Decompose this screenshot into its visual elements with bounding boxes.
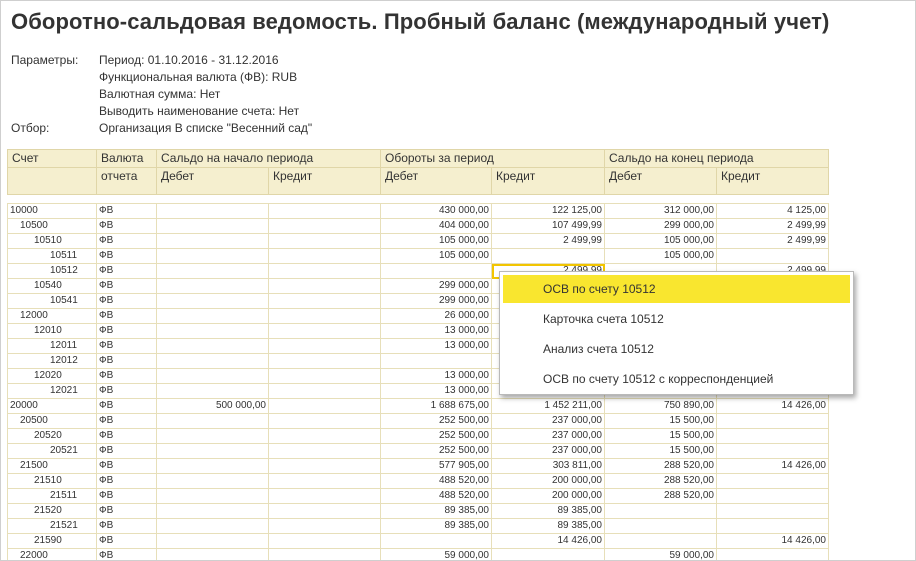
cell-closing-debit[interactable]: 288 520,00 <box>605 489 717 504</box>
cell-opening-credit[interactable] <box>269 414 381 429</box>
cell-opening-debit[interactable] <box>157 204 269 219</box>
param-value: Функциональная валюта (ФВ): RUB <box>99 70 298 84</box>
cell-account[interactable]: 10500 <box>8 219 97 234</box>
cell-closing-debit[interactable] <box>605 504 717 519</box>
menu-item-account-card[interactable]: Карточка счета 10512 <box>543 312 664 326</box>
header-opening-balance: Сальдо на начало периода <box>157 150 381 168</box>
cell-turnover-debit[interactable]: 13 000,00 <box>381 324 492 339</box>
cell-turnover-debit[interactable]: 430 000,00 <box>381 204 492 219</box>
cell-turnover-debit[interactable]: 13 000,00 <box>381 339 492 354</box>
cell-opening-debit[interactable] <box>157 219 269 234</box>
cell-opening-credit[interactable] <box>269 384 381 399</box>
cell-account[interactable]: 20521 <box>8 444 97 459</box>
cell-opening-credit[interactable] <box>269 504 381 519</box>
cell-opening-credit[interactable] <box>269 324 381 339</box>
cell-opening-debit[interactable] <box>157 324 269 339</box>
cell-opening-credit[interactable] <box>269 444 381 459</box>
cell-opening-credit[interactable] <box>269 279 381 294</box>
cell-currency[interactable]: ФВ <box>97 234 157 249</box>
param-label: Параметры: <box>11 53 79 67</box>
cell-opening-debit[interactable] <box>157 234 269 249</box>
header-turnover-credit: Кредит <box>492 168 605 195</box>
cell-opening-credit[interactable] <box>269 204 381 219</box>
cell-opening-credit[interactable] <box>269 234 381 249</box>
cell-account[interactable]: 10511 <box>8 249 97 264</box>
cell-currency[interactable]: ФВ <box>97 324 157 339</box>
cell-currency[interactable]: ФВ <box>97 534 157 549</box>
table-row[interactable] <box>8 459 829 474</box>
cell-account[interactable]: 21511 <box>8 489 97 504</box>
cell-opening-debit[interactable] <box>157 444 269 459</box>
cell-opening-debit[interactable] <box>157 339 269 354</box>
header-currency-sub: отчета <box>97 168 157 195</box>
cell-currency[interactable]: ФВ <box>97 219 157 234</box>
cell-closing-credit[interactable]: 2 499,99 <box>717 234 829 249</box>
cell-opening-credit[interactable] <box>269 534 381 549</box>
header-turnover: Обороты за период <box>381 150 605 168</box>
cell-opening-debit[interactable] <box>157 519 269 534</box>
cell-account[interactable]: 10510 <box>8 234 97 249</box>
cell-closing-debit[interactable]: 105 000,00 <box>605 234 717 249</box>
cell-turnover-credit[interactable]: 200 000,00 <box>492 489 605 504</box>
cell-account[interactable]: 10540 <box>8 279 97 294</box>
cell-account[interactable]: 21520 <box>8 504 97 519</box>
cell-closing-debit[interactable]: 15 500,00 <box>605 444 717 459</box>
cell-closing-debit[interactable]: 15 500,00 <box>605 414 717 429</box>
cell-opening-debit[interactable] <box>157 459 269 474</box>
cell-opening-credit[interactable] <box>269 429 381 444</box>
cell-turnover-debit[interactable] <box>381 534 492 549</box>
cell-account[interactable]: 20500 <box>8 414 97 429</box>
cell-closing-debit[interactable]: 288 520,00 <box>605 474 717 489</box>
cell-currency[interactable]: ФВ <box>97 459 157 474</box>
cell-opening-credit[interactable] <box>269 369 381 384</box>
table-row[interactable] <box>8 234 829 249</box>
cell-turnover-debit[interactable]: 252 500,00 <box>381 429 492 444</box>
cell-turnover-debit[interactable]: 13 000,00 <box>381 384 492 399</box>
cell-closing-credit[interactable] <box>717 444 829 459</box>
cell-turnover-debit[interactable]: 59 000,00 <box>381 549 492 561</box>
cell-turnover-debit[interactable] <box>381 354 492 369</box>
cell-currency[interactable]: ФВ <box>97 249 157 264</box>
cell-currency[interactable]: ФВ <box>97 384 157 399</box>
cell-closing-debit[interactable]: 59 000,00 <box>605 549 717 561</box>
cell-currency[interactable]: ФВ <box>97 339 157 354</box>
cell-account[interactable]: 12010 <box>8 324 97 339</box>
cell-account[interactable]: 22000 <box>8 549 97 561</box>
cell-closing-credit[interactable]: 14 426,00 <box>717 534 829 549</box>
cell-opening-debit[interactable] <box>157 294 269 309</box>
table-row[interactable] <box>8 444 829 459</box>
cell-turnover-credit[interactable]: 303 811,00 <box>492 459 605 474</box>
cell-currency[interactable]: ФВ <box>97 414 157 429</box>
cell-currency[interactable]: ФВ <box>97 549 157 561</box>
cell-currency[interactable]: ФВ <box>97 399 157 414</box>
table-row[interactable] <box>8 489 829 504</box>
cell-turnover-debit[interactable]: 89 385,00 <box>381 519 492 534</box>
cell-turnover-debit[interactable]: 105 000,00 <box>381 249 492 264</box>
cell-opening-credit[interactable] <box>269 339 381 354</box>
menu-item-osv-correspondence[interactable]: ОСВ по счету 10512 с корреспонденцией <box>543 372 774 386</box>
cell-opening-credit[interactable] <box>269 489 381 504</box>
cell-turnover-debit[interactable]: 299 000,00 <box>381 294 492 309</box>
table-row[interactable] <box>8 504 829 519</box>
cell-opening-debit[interactable] <box>157 489 269 504</box>
cell-opening-debit[interactable] <box>157 414 269 429</box>
cell-opening-debit[interactable] <box>157 534 269 549</box>
cell-closing-credit[interactable]: 14 426,00 <box>717 399 829 414</box>
cell-currency[interactable]: ФВ <box>97 519 157 534</box>
cell-currency[interactable]: ФВ <box>97 444 157 459</box>
report-title: Оборотно-сальдовая ведомость. Пробный баланс (международный учет) <box>11 9 830 34</box>
cell-account[interactable]: 21590 <box>8 534 97 549</box>
cell-closing-debit[interactable]: 288 520,00 <box>605 459 717 474</box>
cell-opening-credit[interactable] <box>269 549 381 561</box>
cell-opening-debit[interactable]: 500 000,00 <box>157 399 269 414</box>
cell-opening-credit[interactable] <box>269 399 381 414</box>
table-row[interactable] <box>8 399 829 414</box>
cell-currency[interactable]: ФВ <box>97 204 157 219</box>
cell-opening-debit[interactable] <box>157 504 269 519</box>
menu-item-osv-account[interactable]: ОСВ по счету 10512 <box>503 275 850 303</box>
cell-opening-credit[interactable] <box>269 309 381 324</box>
cell-turnover-credit[interactable]: 107 499,99 <box>492 219 605 234</box>
cell-turnover-debit[interactable]: 1 688 675,00 <box>381 399 492 414</box>
table-row[interactable] <box>8 519 829 534</box>
header-closing-credit: Кредит <box>717 168 829 195</box>
cell-closing-credit[interactable] <box>717 414 829 429</box>
param-value: Валютная сумма: Нет <box>99 87 221 101</box>
cell-closing-credit[interactable] <box>717 504 829 519</box>
cell-account[interactable]: 12021 <box>8 384 97 399</box>
cell-turnover-credit[interactable]: 237 000,00 <box>492 444 605 459</box>
cell-account[interactable]: 12012 <box>8 354 97 369</box>
header-account-sub <box>8 168 97 195</box>
cell-turnover-debit[interactable]: 299 000,00 <box>381 279 492 294</box>
table-row[interactable] <box>8 474 829 489</box>
cell-turnover-credit[interactable] <box>492 249 605 264</box>
cell-closing-credit[interactable] <box>717 519 829 534</box>
cell-closing-debit[interactable]: 15 500,00 <box>605 429 717 444</box>
cell-turnover-debit[interactable]: 404 000,00 <box>381 219 492 234</box>
cell-currency[interactable]: ФВ <box>97 294 157 309</box>
cell-currency[interactable]: ФВ <box>97 309 157 324</box>
cell-turnover-credit[interactable]: 237 000,00 <box>492 429 605 444</box>
cell-currency[interactable]: ФВ <box>97 264 157 279</box>
param-label: Отбор: <box>11 121 50 135</box>
table-row[interactable] <box>8 414 829 429</box>
cell-closing-credit[interactable]: 2 499,99 <box>717 219 829 234</box>
cell-account[interactable]: 10541 <box>8 294 97 309</box>
header-account: Счет <box>8 150 97 168</box>
param-value: Организация В списке "Весенний сад" <box>99 121 313 135</box>
cell-account[interactable]: 21510 <box>8 474 97 489</box>
cell-account[interactable]: 21521 <box>8 519 97 534</box>
cell-turnover-credit[interactable]: 2 499,99 <box>492 234 605 249</box>
param-value: Период: 01.10.2016 - 31.12.2016 <box>99 53 279 67</box>
cell-turnover-debit[interactable]: 488 520,00 <box>381 474 492 489</box>
cell-opening-debit[interactable] <box>157 309 269 324</box>
cell-currency[interactable]: ФВ <box>97 489 157 504</box>
cell-closing-credit[interactable] <box>717 249 829 264</box>
cell-turnover-credit[interactable]: 1 452 211,00 <box>492 399 605 414</box>
cell-turnover-debit[interactable]: 26 000,00 <box>381 309 492 324</box>
cell-closing-debit[interactable]: 105 000,00 <box>605 249 717 264</box>
cell-closing-debit[interactable]: 312 000,00 <box>605 204 717 219</box>
cell-closing-credit[interactable] <box>717 474 829 489</box>
menu-item-account-analysis[interactable]: Анализ счета 10512 <box>543 342 654 356</box>
table-row[interactable] <box>8 549 829 561</box>
param-value: Выводить наименование счета: Нет <box>99 104 300 118</box>
cell-opening-debit[interactable] <box>157 384 269 399</box>
cell-turnover-credit[interactable] <box>492 549 605 561</box>
cell-closing-credit[interactable]: 14 426,00 <box>717 459 829 474</box>
cell-closing-debit[interactable]: 299 000,00 <box>605 219 717 234</box>
cell-turnover-credit[interactable]: 14 426,00 <box>492 534 605 549</box>
cell-turnover-debit[interactable]: 577 905,00 <box>381 459 492 474</box>
cell-account[interactable]: 10000 <box>8 204 97 219</box>
cell-opening-credit[interactable] <box>269 354 381 369</box>
cell-turnover-debit[interactable] <box>381 264 492 279</box>
cell-closing-credit[interactable]: 4 125,00 <box>717 204 829 219</box>
cell-account[interactable]: 20520 <box>8 429 97 444</box>
table-row[interactable] <box>8 219 829 234</box>
cell-opening-debit[interactable] <box>157 279 269 294</box>
table-row[interactable] <box>8 204 829 219</box>
cell-opening-credit[interactable] <box>269 459 381 474</box>
cell-closing-debit[interactable]: 750 890,00 <box>605 399 717 414</box>
cell-opening-credit[interactable] <box>269 249 381 264</box>
table-row[interactable] <box>8 534 829 549</box>
cell-currency[interactable]: ФВ <box>97 279 157 294</box>
cell-opening-credit[interactable] <box>269 519 381 534</box>
cell-turnover-credit[interactable]: 237 000,00 <box>492 414 605 429</box>
cell-opening-credit[interactable] <box>269 294 381 309</box>
header-turnover-debit: Дебет <box>381 168 492 195</box>
cell-currency[interactable]: ФВ <box>97 474 157 489</box>
cell-currency[interactable]: ФВ <box>97 369 157 384</box>
cell-currency[interactable]: ФВ <box>97 429 157 444</box>
header-currency: Валюта <box>97 150 157 168</box>
header-closing-balance: Сальдо на конец периода <box>605 150 829 168</box>
cell-account[interactable]: 21500 <box>8 459 97 474</box>
header-opening-debit: Дебет <box>157 168 269 195</box>
cell-opening-debit[interactable] <box>157 354 269 369</box>
cell-turnover-credit[interactable]: 200 000,00 <box>492 474 605 489</box>
cell-turnover-credit[interactable]: 89 385,00 <box>492 519 605 534</box>
cell-turnover-debit[interactable]: 89 385,00 <box>381 504 492 519</box>
table-row[interactable] <box>8 249 829 264</box>
cell-turnover-debit[interactable]: 252 500,00 <box>381 444 492 459</box>
cell-account[interactable]: 12000 <box>8 309 97 324</box>
cell-account[interactable]: 12020 <box>8 369 97 384</box>
cell-turnover-debit[interactable]: 252 500,00 <box>381 414 492 429</box>
cell-closing-credit[interactable] <box>717 489 829 504</box>
table-row[interactable] <box>8 429 829 444</box>
cell-turnover-debit[interactable]: 13 000,00 <box>381 369 492 384</box>
cell-currency[interactable]: ФВ <box>97 504 157 519</box>
cell-account[interactable]: 10512 <box>8 264 97 279</box>
cell-closing-credit[interactable] <box>717 549 829 561</box>
cell-account[interactable]: 12011 <box>8 339 97 354</box>
cell-opening-credit[interactable] <box>269 264 381 279</box>
header-spacer <box>8 195 829 204</box>
cell-opening-debit[interactable] <box>157 429 269 444</box>
cell-closing-debit[interactable] <box>605 534 717 549</box>
cell-opening-credit[interactable] <box>269 219 381 234</box>
cell-turnover-debit[interactable]: 105 000,00 <box>381 234 492 249</box>
cell-opening-credit[interactable] <box>269 474 381 489</box>
cell-closing-credit[interactable] <box>717 429 829 444</box>
cell-account[interactable]: 20000 <box>8 399 97 414</box>
context-menu <box>499 271 854 395</box>
cell-currency[interactable]: ФВ <box>97 354 157 369</box>
cell-opening-debit[interactable] <box>157 369 269 384</box>
cell-opening-debit[interactable] <box>157 474 269 489</box>
cell-opening-debit[interactable] <box>157 249 269 264</box>
cell-closing-debit[interactable] <box>605 519 717 534</box>
cell-opening-debit[interactable] <box>157 549 269 561</box>
cell-turnover-debit[interactable]: 488 520,00 <box>381 489 492 504</box>
cell-opening-debit[interactable] <box>157 264 269 279</box>
cell-turnover-credit[interactable]: 122 125,00 <box>492 204 605 219</box>
header-opening-credit: Кредит <box>269 168 381 195</box>
cell-turnover-credit[interactable]: 89 385,00 <box>492 504 605 519</box>
header-closing-debit: Дебет <box>605 168 717 195</box>
